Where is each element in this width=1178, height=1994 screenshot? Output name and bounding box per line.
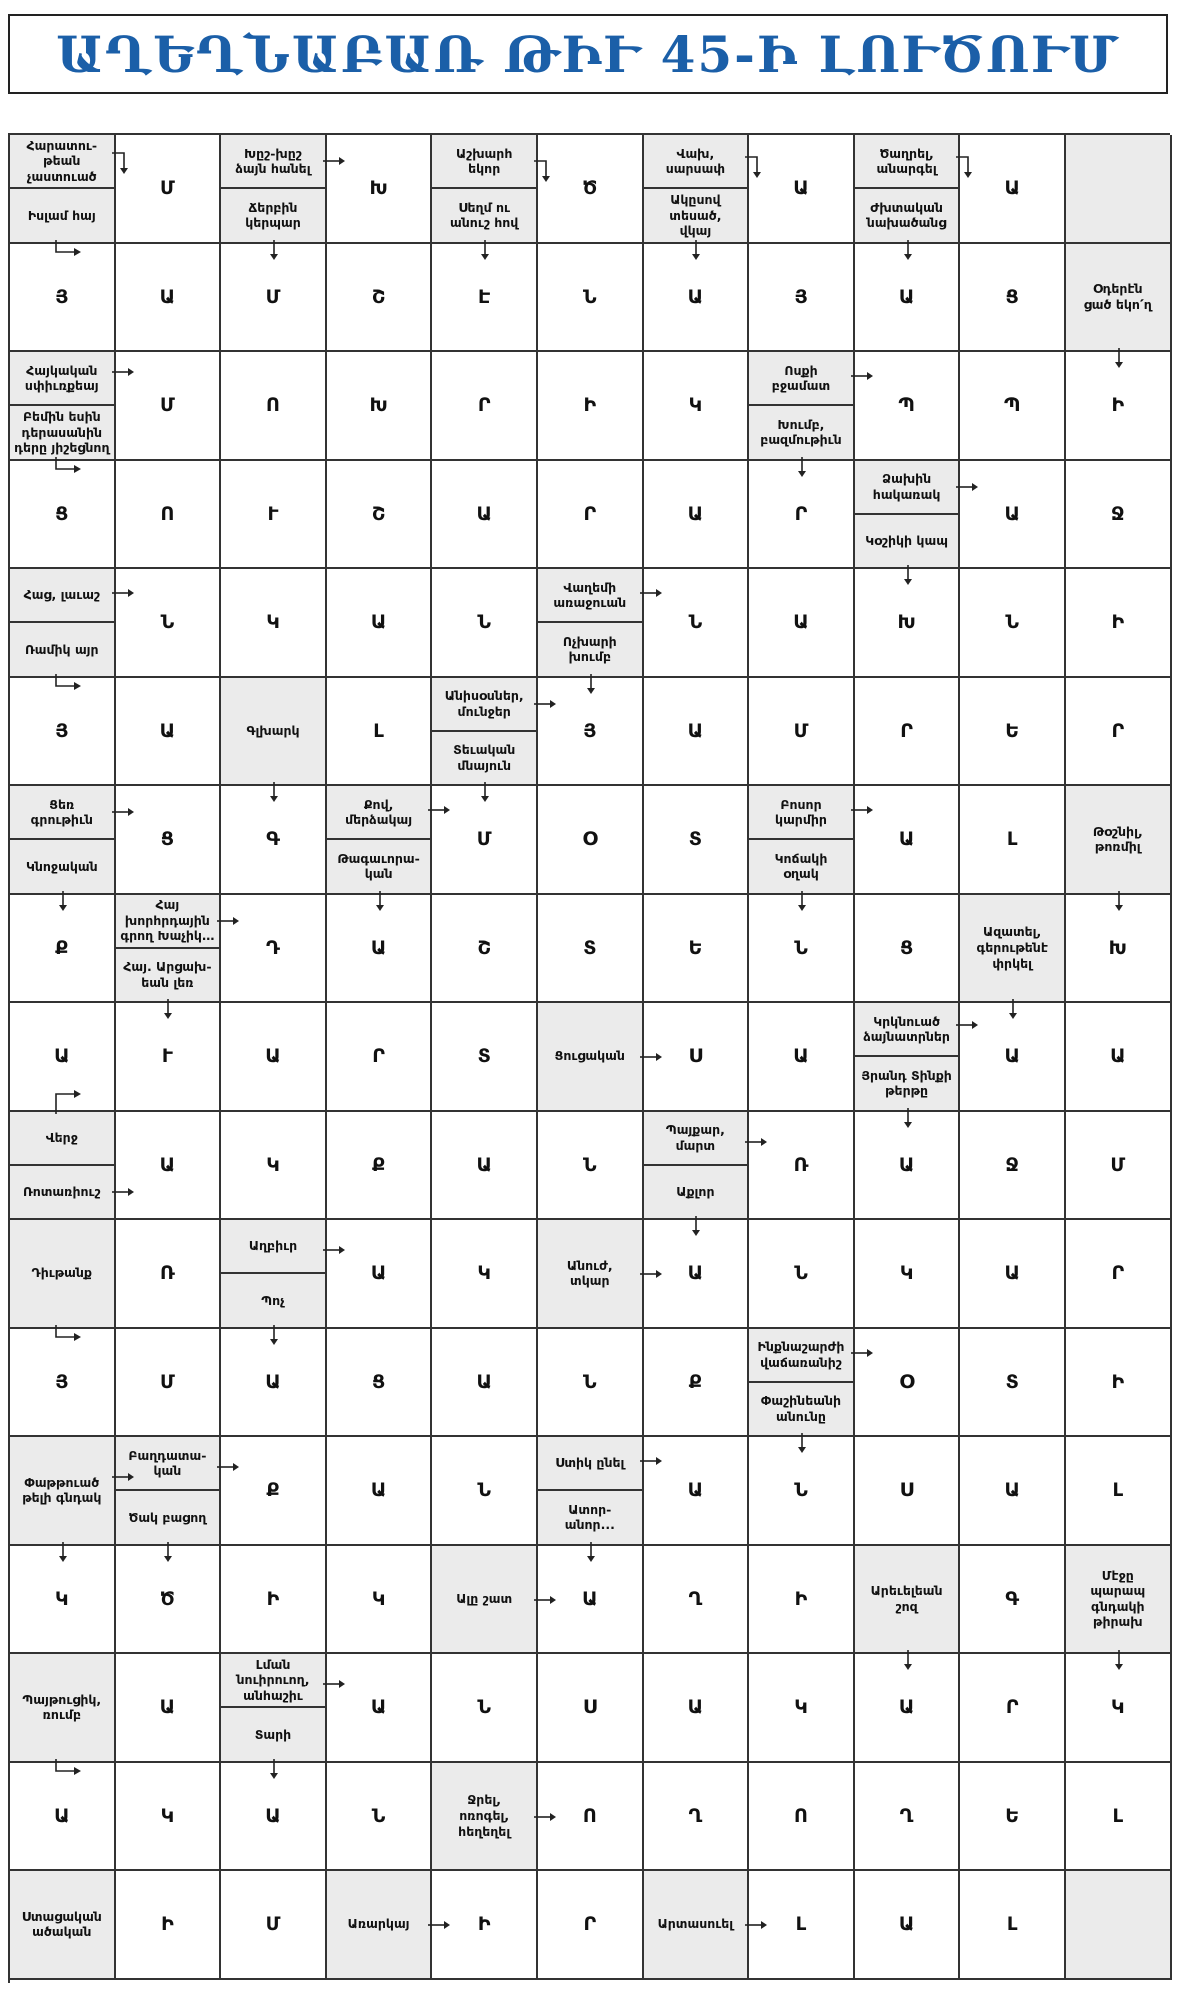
letter-cell[interactable]: Ա xyxy=(855,1112,961,1221)
clue-cell xyxy=(116,1437,222,1546)
clue-text: Ծաղրել, անարգել xyxy=(876,145,937,177)
clue-text: Աղբիւր xyxy=(248,1238,298,1254)
letter-cell[interactable]: Ա xyxy=(644,1437,750,1546)
clue-cell xyxy=(644,1112,750,1221)
clue-text: Ոչխարի խումբ xyxy=(538,621,642,675)
clue-cell xyxy=(855,135,961,244)
letter-cell[interactable]: Ա xyxy=(749,569,855,678)
letter-cell[interactable]: Տ xyxy=(644,786,750,895)
title-box xyxy=(8,14,1168,94)
letter-cell[interactable]: Պ xyxy=(855,352,961,461)
clue-text: Լման նուիրուող, անհաշիւ xyxy=(236,1656,310,1703)
letter-cell[interactable]: Ե xyxy=(960,678,1066,787)
letter-cell[interactable]: Ա xyxy=(644,244,750,353)
clue-cell xyxy=(1066,1546,1172,1655)
letter-cell[interactable]: Ա xyxy=(960,135,1066,244)
letter-cell[interactable]: Ի xyxy=(749,1546,855,1655)
clue-text: Պայքար, մարտ xyxy=(665,1122,725,1153)
clue-cell xyxy=(10,1437,116,1546)
page-title: ԱՂԵՂՆԱԲԱՌ ԹԻՒ 45-Ի ԼՈՒԾՈՒՄ xyxy=(56,24,1120,84)
letter-cell[interactable]: Ն xyxy=(960,569,1066,678)
clue-cell xyxy=(221,1654,327,1763)
clue-cell xyxy=(432,1763,538,1872)
clue-cell xyxy=(10,1871,116,1980)
clue-text: Ոսքի բջամատ xyxy=(771,362,831,394)
clue-cell xyxy=(10,1112,116,1221)
letter-cell[interactable]: Ջ xyxy=(960,1112,1066,1221)
clue-cell xyxy=(960,895,1066,1004)
clue-text: Դիւթանք xyxy=(31,1265,93,1281)
clue-cell xyxy=(855,461,961,570)
letter-cell[interactable]: Ա xyxy=(327,1654,433,1763)
letter-cell[interactable]: Ն xyxy=(749,1437,855,1546)
clue-text: Արտասուել xyxy=(657,1916,734,1932)
letter-cell[interactable]: Օ xyxy=(855,1329,961,1438)
clue-text: Աշխարհ եկոր xyxy=(456,145,513,177)
clue-text: Ժխտական նախածանց xyxy=(855,187,959,241)
letter-cell[interactable]: Ի xyxy=(116,1871,222,1980)
letter-cell[interactable]: Ի xyxy=(432,1871,538,1980)
clue-text: Ստիկ ընել xyxy=(555,1455,625,1471)
clue-text: Խըշ-խըշ ձայն հանել xyxy=(235,145,311,177)
clue-text: Փաշինեանի անունը xyxy=(749,1381,853,1435)
letter-cell[interactable]: Ի xyxy=(1066,352,1172,461)
letter-cell[interactable]: Մ xyxy=(221,244,327,353)
letter-cell[interactable]: Ա xyxy=(116,244,222,353)
letter-cell[interactable]: Յ xyxy=(749,244,855,353)
letter-cell[interactable]: Լ xyxy=(1066,1437,1172,1546)
letter-cell[interactable]: Կ xyxy=(10,1546,116,1655)
clue-cell xyxy=(432,678,538,787)
clue-cell xyxy=(10,1654,116,1763)
letter-cell[interactable]: Մ xyxy=(116,352,222,461)
clue-text: Անիսօսներ, մունջեր xyxy=(444,688,524,719)
letter-cell[interactable]: Ա xyxy=(221,1329,327,1438)
blocked-cell xyxy=(1066,1871,1172,1980)
letter-cell[interactable]: Կ xyxy=(432,1220,538,1329)
letter-cell[interactable]: Ն xyxy=(327,1763,433,1872)
letter-cell[interactable]: Խ xyxy=(855,569,961,678)
clue-text: Կոճակի օղակ xyxy=(749,838,853,892)
letter-cell[interactable]: Ր xyxy=(327,1003,433,1112)
letter-cell[interactable]: Ռ xyxy=(116,1220,222,1329)
letter-cell[interactable]: Ն xyxy=(432,1654,538,1763)
clue-text: Իսլամ հայ xyxy=(10,187,114,241)
letter-cell[interactable]: Ա xyxy=(855,1654,961,1763)
clue-text: Ռամիկ այր xyxy=(10,621,114,675)
clue-text: Տեւական մնայուն xyxy=(432,730,536,784)
clue-cell xyxy=(221,135,327,244)
letter-cell[interactable]: Ք xyxy=(221,1437,327,1546)
letter-cell[interactable]: Ն xyxy=(116,569,222,678)
letter-cell[interactable]: Ո xyxy=(538,1763,644,1872)
clue-text: Հարատու- թեան չաստուած xyxy=(26,137,98,184)
clue-cell xyxy=(855,1546,961,1655)
letter-cell[interactable]: Ե xyxy=(960,1763,1066,1872)
letter-cell[interactable]: Մ xyxy=(1066,1112,1172,1221)
clue-text: Քով, մերձակայ xyxy=(345,796,413,828)
letter-cell[interactable]: Ց xyxy=(855,895,961,1004)
clue-text: Կրկնուած ձայնատրներ xyxy=(863,1013,950,1045)
letter-cell[interactable]: Ա xyxy=(960,1437,1066,1546)
letter-cell[interactable]: Ր xyxy=(1066,1220,1172,1329)
clue-text: Ցուցական xyxy=(554,1048,625,1064)
letter-cell[interactable]: Ի xyxy=(221,1546,327,1655)
clue-cell xyxy=(749,786,855,895)
clue-cell xyxy=(10,786,116,895)
clue-cell xyxy=(327,1871,433,1980)
letter-cell[interactable]: Ա xyxy=(960,1220,1066,1329)
letter-cell[interactable]: Ա xyxy=(644,461,750,570)
clue-text: Պայթուցիկ, ռումբ xyxy=(22,1691,102,1723)
letter-cell[interactable]: Շ xyxy=(432,895,538,1004)
letter-cell[interactable]: Օ xyxy=(538,786,644,895)
letter-cell[interactable]: Ի xyxy=(1066,569,1172,678)
clue-text: Բաղդատա- կան xyxy=(128,1447,207,1479)
clue-cell xyxy=(432,135,538,244)
letter-cell[interactable]: Մ xyxy=(749,678,855,787)
letter-cell[interactable]: Ք xyxy=(327,1112,433,1221)
letter-cell[interactable]: Ս xyxy=(538,1654,644,1763)
clue-text: Ձախին հակառակ xyxy=(872,471,941,502)
letter-cell[interactable]: Ա xyxy=(327,1437,433,1546)
letter-cell[interactable]: Ա xyxy=(432,1329,538,1438)
clue-text: Մէջը պարապ գնդակի թիրախ xyxy=(1090,1567,1146,1630)
clue-text: Ճերբին կերպար xyxy=(221,187,325,241)
letter-cell[interactable]: Շ xyxy=(327,244,433,353)
letter-cell[interactable]: Ց xyxy=(10,461,116,570)
clue-text: Վերջ xyxy=(45,1129,78,1145)
letter-cell[interactable]: Ծ xyxy=(538,135,644,244)
letter-cell[interactable]: Յ xyxy=(10,1329,116,1438)
clue-cell xyxy=(855,1003,961,1112)
clue-cell xyxy=(749,1329,855,1438)
clue-text: Օդերէն ցած եկո՛ղ xyxy=(1083,281,1152,312)
letter-cell[interactable]: Ր xyxy=(1066,678,1172,787)
letter-cell[interactable]: Ա xyxy=(10,1763,116,1872)
letter-cell[interactable]: Ջ xyxy=(1066,461,1172,570)
clue-cell xyxy=(644,1871,750,1980)
letter-cell[interactable]: Ա xyxy=(644,1220,750,1329)
letter-cell[interactable]: Ա xyxy=(116,1654,222,1763)
letter-cell[interactable]: Տ xyxy=(538,895,644,1004)
clue-text: Ազատել, գերութենէ փրկել xyxy=(976,924,1048,971)
clue-text: Հաց, լաւաշ xyxy=(23,587,100,603)
clue-text: Բոսոր կարմիր xyxy=(775,796,827,828)
clue-cell xyxy=(116,895,222,1004)
letter-cell[interactable]: Ն xyxy=(538,1329,644,1438)
clue-text: Տարի xyxy=(221,1706,325,1760)
clue-text: Պոչ xyxy=(221,1272,325,1326)
letter-cell[interactable]: Ր xyxy=(538,1871,644,1980)
clue-text: Ստացական ածական xyxy=(21,1908,102,1940)
letter-cell[interactable]: Ղ xyxy=(855,1763,961,1872)
clue-text: Հայկական սփիւռքեայ xyxy=(24,362,99,394)
letter-cell[interactable]: Շ xyxy=(327,461,433,570)
letter-cell[interactable]: Յ xyxy=(10,678,116,787)
letter-cell[interactable]: Ք xyxy=(644,1329,750,1438)
clue-text: Կնոջական xyxy=(10,838,114,892)
clue-text: Անուժ, տկար xyxy=(566,1257,613,1289)
clue-text: Հայ խորհրդային գրող Խաչիկ… xyxy=(120,897,215,944)
letter-cell[interactable]: Ն xyxy=(749,895,855,1004)
clue-cell xyxy=(644,135,750,244)
letter-cell[interactable]: Խ xyxy=(1066,895,1172,1004)
letter-cell[interactable]: Ց xyxy=(327,1329,433,1438)
clue-text: Վաղեմի առաջուան xyxy=(553,579,627,611)
letter-cell[interactable]: Ի xyxy=(1066,1329,1172,1438)
clue-cell xyxy=(10,352,116,461)
letter-cell[interactable]: Մ xyxy=(432,786,538,895)
letter-cell[interactable]: Լ xyxy=(1066,1763,1172,1872)
clue-text: Խումբ, բազմութիւն xyxy=(749,404,853,458)
letter-cell[interactable]: Ք xyxy=(10,895,116,1004)
letter-cell[interactable]: Ա xyxy=(644,1654,750,1763)
letter-cell[interactable]: Խ xyxy=(327,135,433,244)
letter-cell[interactable]: Յ xyxy=(10,244,116,353)
letter-cell[interactable]: Ա xyxy=(10,1003,116,1112)
clue-text: Ատոր- անոր... xyxy=(538,1489,642,1543)
letter-cell[interactable]: Մ xyxy=(116,1329,222,1438)
letter-cell[interactable]: Ն xyxy=(432,1437,538,1546)
letter-cell[interactable]: Պ xyxy=(960,352,1066,461)
letter-cell[interactable]: Ի xyxy=(538,352,644,461)
clue-cell xyxy=(221,1220,327,1329)
clue-text: Ջրել, ոռոգել, հեղեղել xyxy=(458,1792,511,1839)
clue-cell xyxy=(538,1437,644,1546)
clue-cell xyxy=(749,352,855,461)
letter-cell[interactable]: Լ xyxy=(327,678,433,787)
clue-text: Փաթթուած թելի գնդակ xyxy=(22,1474,102,1506)
letter-cell[interactable]: Ա xyxy=(221,1003,327,1112)
letter-cell[interactable]: Կ xyxy=(327,1546,433,1655)
letter-cell[interactable]: Ր xyxy=(960,1654,1066,1763)
letter-cell[interactable]: Ր xyxy=(855,678,961,787)
letter-cell[interactable]: Կ xyxy=(116,1763,222,1872)
letter-cell[interactable]: Ո xyxy=(749,1763,855,1872)
letter-cell[interactable]: Ց xyxy=(960,244,1066,353)
clue-text: Ալը շատ xyxy=(456,1590,513,1606)
letter-cell[interactable]: Ս xyxy=(644,1003,750,1112)
letter-cell[interactable]: Ա xyxy=(960,461,1066,570)
letter-cell[interactable]: Գ xyxy=(221,786,327,895)
clue-text: Թօշնիլ, թոռմիլ xyxy=(1092,823,1143,855)
clue-cell xyxy=(432,1546,538,1655)
letter-cell[interactable]: Ղ xyxy=(644,1763,750,1872)
letter-cell[interactable]: Ա xyxy=(749,135,855,244)
letter-cell[interactable]: Ա xyxy=(432,1112,538,1221)
letter-cell[interactable]: Ր xyxy=(749,461,855,570)
clue-text: Ակըսով տեսած, վկայ xyxy=(644,187,748,241)
letter-cell[interactable]: Ա xyxy=(855,786,961,895)
letter-cell[interactable]: Ա xyxy=(855,1871,961,1980)
letter-cell[interactable]: Յ xyxy=(538,678,644,787)
letter-cell[interactable]: Գ xyxy=(960,1546,1066,1655)
letter-cell[interactable]: Ա xyxy=(221,1763,327,1872)
letter-cell[interactable]: Կ xyxy=(855,1220,961,1329)
clue-cell xyxy=(1066,786,1172,895)
letter-cell[interactable]: Կ xyxy=(644,352,750,461)
letter-cell[interactable]: Ւ xyxy=(116,1003,222,1112)
letter-cell[interactable]: Ա xyxy=(538,1546,644,1655)
clue-text: Գլխարկ xyxy=(246,722,300,738)
letter-cell[interactable]: Ա xyxy=(644,678,750,787)
letter-cell[interactable]: Ս xyxy=(855,1437,961,1546)
clue-text: Ինքնաշարժի վաճառանիշ xyxy=(757,1339,845,1370)
clue-text: Կօշիկի կապ xyxy=(855,513,959,567)
letter-cell[interactable]: Ա xyxy=(327,895,433,1004)
letter-cell[interactable]: Կ xyxy=(221,569,327,678)
letter-cell[interactable]: Ա xyxy=(960,1003,1066,1112)
letter-cell[interactable]: Լ xyxy=(960,786,1066,895)
letter-cell[interactable]: Կ xyxy=(749,1654,855,1763)
blocked-cell xyxy=(1066,135,1172,244)
clue-cell xyxy=(10,135,116,244)
letter-cell[interactable]: Ա xyxy=(327,1220,433,1329)
letter-cell[interactable]: Մ xyxy=(116,135,222,244)
letter-cell[interactable]: Ր xyxy=(538,461,644,570)
clue-text: Յրանդ Տինքի թերթը xyxy=(855,1055,959,1109)
letter-cell[interactable]: Ա xyxy=(855,244,961,353)
letter-cell[interactable]: Ե xyxy=(644,895,750,1004)
crossword-grid xyxy=(8,133,1170,1983)
letter-cell[interactable]: Կ xyxy=(221,1112,327,1221)
letter-cell[interactable]: Է xyxy=(432,244,538,353)
clue-text: Թագաւորա- կան xyxy=(327,838,431,892)
letter-cell[interactable]: Ո xyxy=(116,461,222,570)
clue-text: Ցեռ գրութիւն xyxy=(30,796,93,828)
letter-cell[interactable]: Տ xyxy=(960,1329,1066,1438)
letter-cell[interactable]: Ո xyxy=(221,352,327,461)
letter-cell[interactable]: Ց xyxy=(116,786,222,895)
clue-text: Ռոտառիուշ xyxy=(10,1164,114,1218)
letter-cell[interactable]: Ն xyxy=(538,1112,644,1221)
clue-text: Առարկայ xyxy=(347,1916,410,1932)
clue-cell xyxy=(538,1220,644,1329)
letter-cell[interactable]: Ա xyxy=(432,461,538,570)
letter-cell[interactable]: Ա xyxy=(116,678,222,787)
letter-cell[interactable]: Մ xyxy=(221,1871,327,1980)
letter-cell[interactable]: Ն xyxy=(538,244,644,353)
clue-text: Վախ, սարսափ xyxy=(665,145,726,177)
clue-cell xyxy=(538,1003,644,1112)
letter-cell[interactable]: Ա xyxy=(749,1003,855,1112)
letter-cell[interactable]: Ն xyxy=(644,569,750,678)
letter-cell[interactable]: Ն xyxy=(432,569,538,678)
clue-cell xyxy=(327,786,433,895)
letter-cell[interactable]: Խ xyxy=(327,352,433,461)
clue-cell xyxy=(538,569,644,678)
letter-cell[interactable]: Ւ xyxy=(221,461,327,570)
letter-cell[interactable]: Ռ xyxy=(749,1112,855,1221)
letter-cell[interactable]: Ա xyxy=(1066,1003,1172,1112)
clue-cell xyxy=(1066,244,1172,353)
clue-text: Բեմին եսին դերասանին դերը յիշեցնող xyxy=(10,404,114,458)
clue-cell xyxy=(10,1220,116,1329)
clue-text: Հայ. Արցախ- եան լեռ xyxy=(116,947,220,1001)
letter-cell[interactable]: Ն xyxy=(749,1220,855,1329)
clue-text: Ծակ բացող xyxy=(116,1489,220,1543)
clue-text: Աքլոր xyxy=(644,1164,748,1218)
letter-cell[interactable]: Կ xyxy=(1066,1654,1172,1763)
letter-cell[interactable]: Ղ xyxy=(644,1546,750,1655)
letter-cell[interactable]: Ր xyxy=(432,352,538,461)
letter-cell[interactable]: Լ xyxy=(749,1871,855,1980)
clue-cell xyxy=(10,569,116,678)
clue-text: Արեւելեան շոզ xyxy=(870,1583,943,1614)
clue-text: Սեղմ ու անուշ հով xyxy=(432,187,536,241)
letter-cell[interactable]: Լ xyxy=(960,1871,1066,1980)
clue-cell xyxy=(221,678,327,787)
letter-cell[interactable]: Ա xyxy=(327,569,433,678)
letter-cell[interactable]: Տ xyxy=(432,1003,538,1112)
letter-cell[interactable]: Ա xyxy=(116,1112,222,1221)
letter-cell[interactable]: Դ xyxy=(221,895,327,1004)
letter-cell[interactable]: Ծ xyxy=(116,1546,222,1655)
